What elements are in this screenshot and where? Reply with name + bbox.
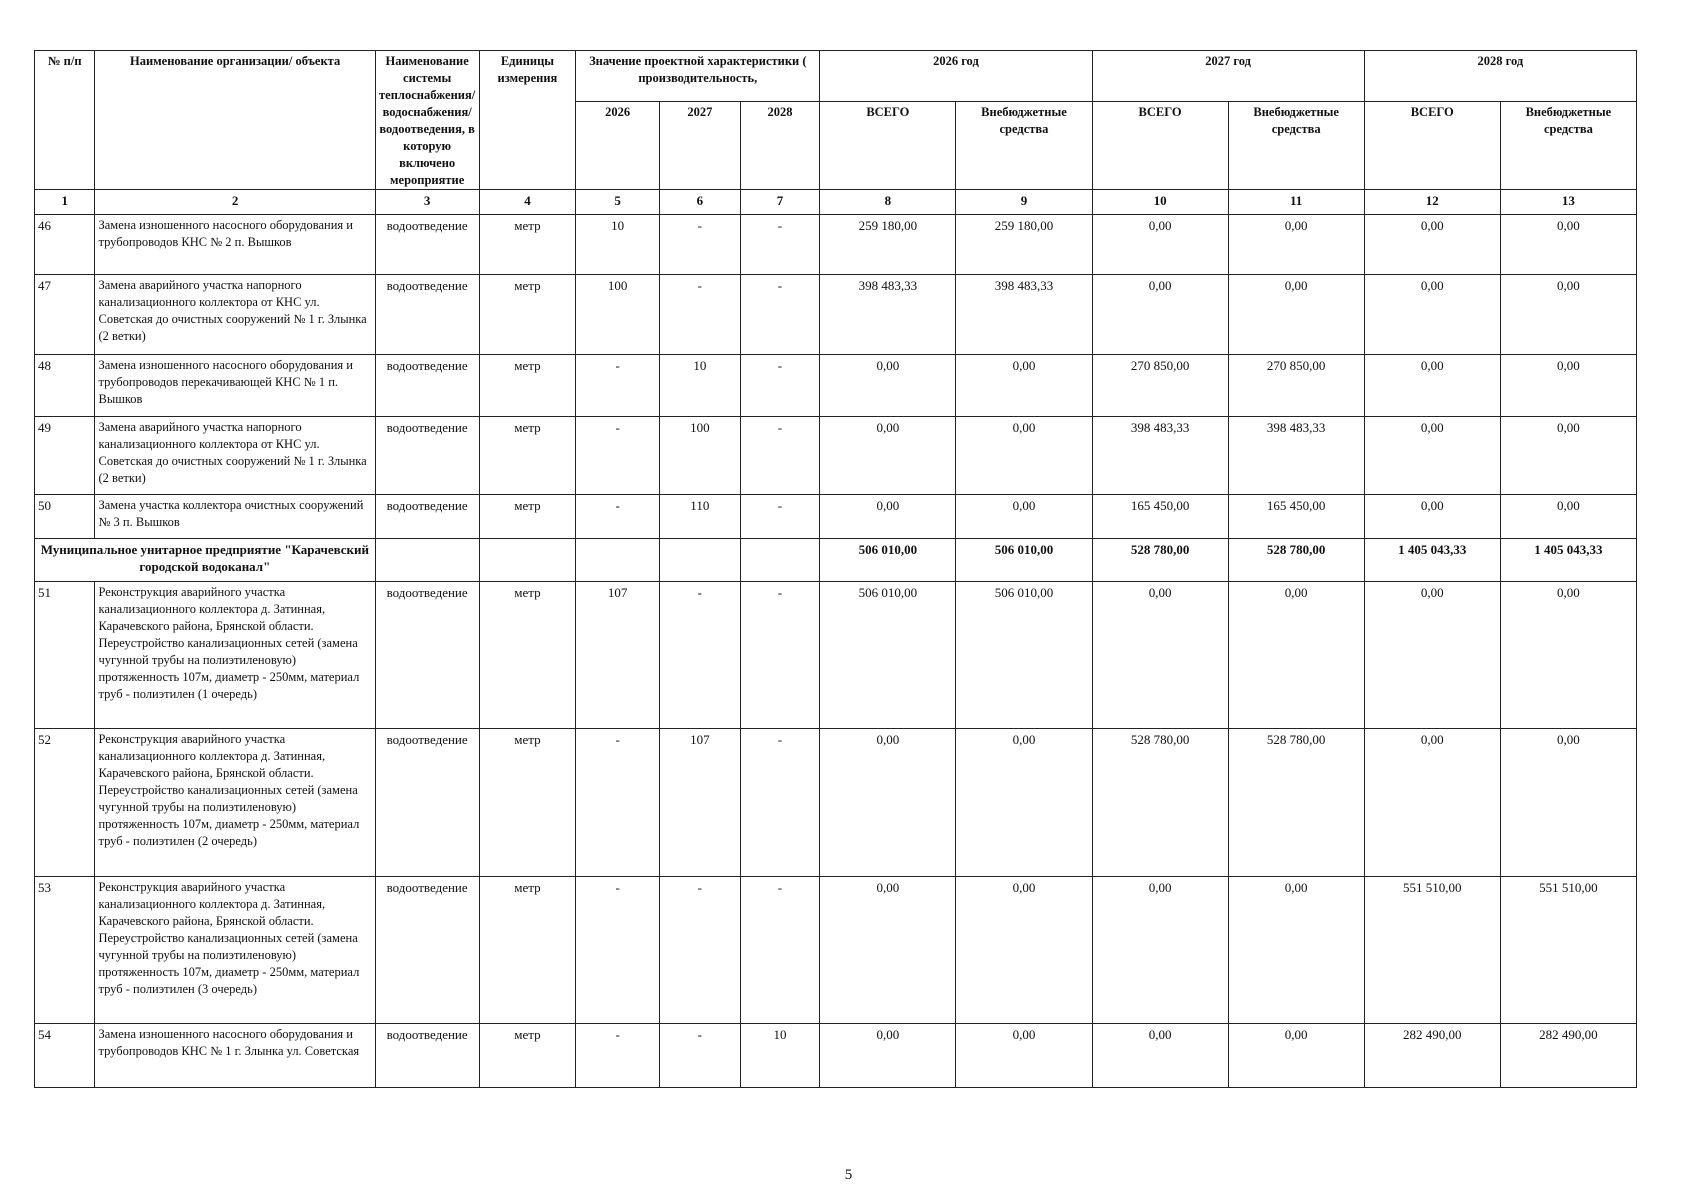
org-design-2028 (740, 539, 820, 582)
design-2028: 10 (740, 1024, 820, 1088)
design-2026: 10 (576, 215, 660, 275)
design-2026: - (576, 1024, 660, 1088)
total-2027: 0,00 (1092, 275, 1228, 355)
header-year-2027: 2027 год (1092, 51, 1364, 102)
design-2026: - (576, 417, 660, 495)
column-number: 12 (1364, 190, 1500, 215)
rows-group-vyshkov (35, 215, 1637, 539)
design-2027: - (660, 275, 741, 355)
total-2027: 165 450,00 (1092, 495, 1228, 539)
investment-table (34, 50, 1637, 1088)
org-total-2027: 528 780,00 (1092, 539, 1228, 582)
design-2026: - (576, 877, 660, 1024)
object-name: Реконструкция аварийного участка канализационного коллектора д. Затинная, Карачевского района, Брянской области. Переустройство канализационных сетей (замена чугунной трубы на полиэтиленовую) протяженность 107м, диаметр - 250мм, материал труб - полиэтилен (3 очередь) (95, 877, 375, 1024)
unit: метр (479, 729, 576, 877)
total-2028: 0,00 (1364, 582, 1500, 729)
extra-2027: 0,00 (1228, 1024, 1364, 1088)
header-col-design (576, 51, 820, 102)
extra-2027: 0,00 (1228, 215, 1364, 275)
header-sub-2026: 2026 (576, 102, 660, 190)
header-total-2028: ВСЕГО (1364, 102, 1500, 190)
header-total-2026: ВСЕГО (820, 102, 956, 190)
unit: метр (479, 495, 576, 539)
extra-2028: 282 490,00 (1500, 1024, 1636, 1088)
table-row (35, 275, 1637, 355)
row-number: 48 (35, 355, 95, 417)
row-number: 49 (35, 417, 95, 495)
unit: метр (479, 417, 576, 495)
header-col-system-text: Наименование системы теплоснабжения/водоснабжения/водоотведения, в которую включено мероприятие (379, 54, 476, 187)
page-number: 5 (844, 1167, 853, 1183)
total-2026: 506 010,00 (820, 582, 956, 729)
column-number: 10 (1092, 190, 1228, 215)
extra-2028: 0,00 (1500, 582, 1636, 729)
extra-2027: 0,00 (1228, 275, 1364, 355)
object-name: Реконструкция аварийного участка канализационного коллектора д. Затинная, Карачевского района, Брянской области. Переустройство канализационных сетей (замена чугунной трубы на полиэтиленовую) протяженность 107м, диаметр - 250мм, материал труб - полиэтилен (1 очередь) (95, 582, 375, 729)
total-2028: 0,00 (1364, 417, 1500, 495)
org-total-2028: 1 405 043,33 (1364, 539, 1500, 582)
design-2028: - (740, 582, 820, 729)
header-sub-2027: 2027 (660, 102, 741, 190)
total-2028: 0,00 (1364, 275, 1500, 355)
header-total-2027: ВСЕГО (1092, 102, 1228, 190)
extra-2026: 398 483,33 (956, 275, 1092, 355)
column-number: 7 (740, 190, 820, 215)
design-2026: - (576, 495, 660, 539)
design-2026: 107 (576, 582, 660, 729)
total-2026: 398 483,33 (820, 275, 956, 355)
header-col-system (375, 51, 479, 190)
extra-2028: 551 510,00 (1500, 877, 1636, 1024)
design-2027: - (660, 215, 741, 275)
total-2028: 282 490,00 (1364, 1024, 1500, 1088)
header-col-name: Наименование организации/ объекта (95, 51, 375, 190)
total-2028: 0,00 (1364, 729, 1500, 877)
header-col-units: Единицы измерения (479, 51, 576, 190)
header-col-design-text: Значение проектной характеристики ( производительность, (589, 54, 807, 85)
system-name: водоотведение (375, 877, 479, 1024)
design-2028: - (740, 877, 820, 1024)
total-2027: 528 780,00 (1092, 729, 1228, 877)
extra-2026: 0,00 (956, 729, 1092, 877)
org-system-cell (375, 539, 479, 582)
object-name: Замена изношенного насосного оборудования и трубопроводов КНС № 2 п. Вышков (95, 215, 375, 275)
extra-2026: 0,00 (956, 355, 1092, 417)
unit: метр (479, 215, 576, 275)
design-2026: - (576, 729, 660, 877)
extra-2028: 0,00 (1500, 417, 1636, 495)
extra-2027: 270 850,00 (1228, 355, 1364, 417)
unit: метр (479, 1024, 576, 1088)
column-number: 3 (375, 190, 479, 215)
total-2026: 0,00 (820, 417, 956, 495)
design-2027: - (660, 1024, 741, 1088)
total-2026: 0,00 (820, 355, 956, 417)
extra-2027: 528 780,00 (1228, 729, 1364, 877)
row-number: 54 (35, 1024, 95, 1088)
design-2027: 110 (660, 495, 741, 539)
row-number: 47 (35, 275, 95, 355)
table-row (35, 355, 1637, 417)
org-design-2026 (576, 539, 660, 582)
header-sub-2028: 2028 (740, 102, 820, 190)
design-2028: - (740, 215, 820, 275)
total-2026: 259 180,00 (820, 215, 956, 275)
design-2026: - (576, 355, 660, 417)
total-2026: 0,00 (820, 877, 956, 1024)
total-2027: 0,00 (1092, 215, 1228, 275)
extra-2027: 0,00 (1228, 582, 1364, 729)
header-extra-2026: Внебюджетные средства (956, 102, 1092, 190)
extra-2026: 0,00 (956, 417, 1092, 495)
org-unit-cell (479, 539, 576, 582)
system-name: водоотведение (375, 215, 479, 275)
total-2027: 0,00 (1092, 877, 1228, 1024)
system-name: водоотведение (375, 417, 479, 495)
extra-2027: 0,00 (1228, 877, 1364, 1024)
column-number: 8 (820, 190, 956, 215)
column-number: 2 (95, 190, 375, 215)
total-2027: 0,00 (1092, 1024, 1228, 1088)
design-2028: - (740, 729, 820, 877)
extra-2028: 0,00 (1500, 215, 1636, 275)
column-number: 6 (660, 190, 741, 215)
system-name: водоотведение (375, 729, 479, 877)
table-row (35, 877, 1637, 1024)
design-2028: - (740, 275, 820, 355)
column-number: 1 (35, 190, 95, 215)
header-extra-2027: Внебюджетные средства (1228, 102, 1364, 190)
total-2027: 0,00 (1092, 582, 1228, 729)
row-number: 50 (35, 495, 95, 539)
header-year-2028: 2028 год (1364, 51, 1636, 102)
org-total-2026: 506 010,00 (820, 539, 956, 582)
rows-group-karachev (35, 582, 1637, 1088)
unit: метр (479, 275, 576, 355)
design-2026: 100 (576, 275, 660, 355)
extra-2026: 0,00 (956, 877, 1092, 1024)
system-name: водоотведение (375, 495, 479, 539)
object-name: Реконструкция аварийного участка канализационного коллектора д. Затинная, Карачевского района, Брянской области. Переустройство канализационных сетей (замена чугунной трубы на полиэтиленовую) протяженность 107м, диаметр - 250мм, материал труб - полиэтилен (2 очередь) (95, 729, 375, 877)
extra-2027: 165 450,00 (1228, 495, 1364, 539)
row-number: 46 (35, 215, 95, 275)
total-2026: 0,00 (820, 729, 956, 877)
total-2028: 0,00 (1364, 215, 1500, 275)
org-extra-2028: 1 405 043,33 (1500, 539, 1636, 582)
system-name: водоотведение (375, 1024, 479, 1088)
header-extra-2028: Внебюджетные средства (1500, 102, 1636, 190)
system-name: водоотведение (375, 275, 479, 355)
header-year-2026: 2026 год (820, 51, 1092, 102)
total-2028: 551 510,00 (1364, 877, 1500, 1024)
table-row (35, 495, 1637, 539)
extra-2028: 0,00 (1500, 355, 1636, 417)
column-number: 9 (956, 190, 1092, 215)
table-row (35, 729, 1637, 877)
object-name: Замена изношенного насосного оборудования и трубопроводов КНС № 1 г. Злынка ул. Советская (95, 1024, 375, 1088)
extra-2026: 0,00 (956, 1024, 1092, 1088)
org-extra-2026: 506 010,00 (956, 539, 1092, 582)
design-2027: 10 (660, 355, 741, 417)
column-number-row (35, 190, 1637, 215)
design-2028: - (740, 417, 820, 495)
total-2026: 0,00 (820, 495, 956, 539)
total-2028: 0,00 (1364, 355, 1500, 417)
unit: метр (479, 877, 576, 1024)
design-2027: - (660, 582, 741, 729)
table-row (35, 215, 1637, 275)
total-2027: 270 850,00 (1092, 355, 1228, 417)
org-row (35, 539, 1637, 582)
header-col-num: № п/п (35, 51, 95, 190)
extra-2027: 398 483,33 (1228, 417, 1364, 495)
extra-2026: 259 180,00 (956, 215, 1092, 275)
table-row (35, 1024, 1637, 1088)
extra-2028: 0,00 (1500, 729, 1636, 877)
table-row (35, 582, 1637, 729)
column-number: 11 (1228, 190, 1364, 215)
table-row (35, 417, 1637, 495)
extra-2028: 0,00 (1500, 495, 1636, 539)
design-2027: 107 (660, 729, 741, 877)
row-number: 52 (35, 729, 95, 877)
extra-2026: 0,00 (956, 495, 1092, 539)
design-2027: 100 (660, 417, 741, 495)
column-number: 5 (576, 190, 660, 215)
total-2028: 0,00 (1364, 495, 1500, 539)
header-row-top (35, 51, 1637, 102)
object-name: Замена аварийного участка напорного канализационного коллектора от КНС ул. Советская до очистных сооружений № 1 г. Злынка (2 ветки) (95, 417, 375, 495)
total-2026: 0,00 (820, 1024, 956, 1088)
org-name: Муниципальное унитарное предприятие "Карачевский городской водоканал" (35, 539, 376, 582)
org-extra-2027: 528 780,00 (1228, 539, 1364, 582)
system-name: водоотведение (375, 355, 479, 417)
object-name: Замена изношенного насосного оборудования и трубопроводов перекачивающей КНС № 1 п. Вышков (95, 355, 375, 417)
column-number: 4 (479, 190, 576, 215)
extra-2028: 0,00 (1500, 275, 1636, 355)
column-number: 13 (1500, 190, 1636, 215)
unit: метр (479, 582, 576, 729)
design-2028: - (740, 495, 820, 539)
total-2027: 398 483,33 (1092, 417, 1228, 495)
object-name: Замена участка коллектора очистных сооружений № 3 п. Вышков (95, 495, 375, 539)
design-2028: - (740, 355, 820, 417)
row-number: 53 (35, 877, 95, 1024)
system-name: водоотведение (375, 582, 479, 729)
org-group (35, 539, 1637, 582)
extra-2026: 506 010,00 (956, 582, 1092, 729)
org-design-2027 (660, 539, 741, 582)
unit: метр (479, 355, 576, 417)
object-name: Замена аварийного участка напорного канализационного коллектора от КНС ул. Советская до очистных сооружений № 1 г. Злынка (2 ветки) (95, 275, 375, 355)
row-number: 51 (35, 582, 95, 729)
design-2027: - (660, 877, 741, 1024)
